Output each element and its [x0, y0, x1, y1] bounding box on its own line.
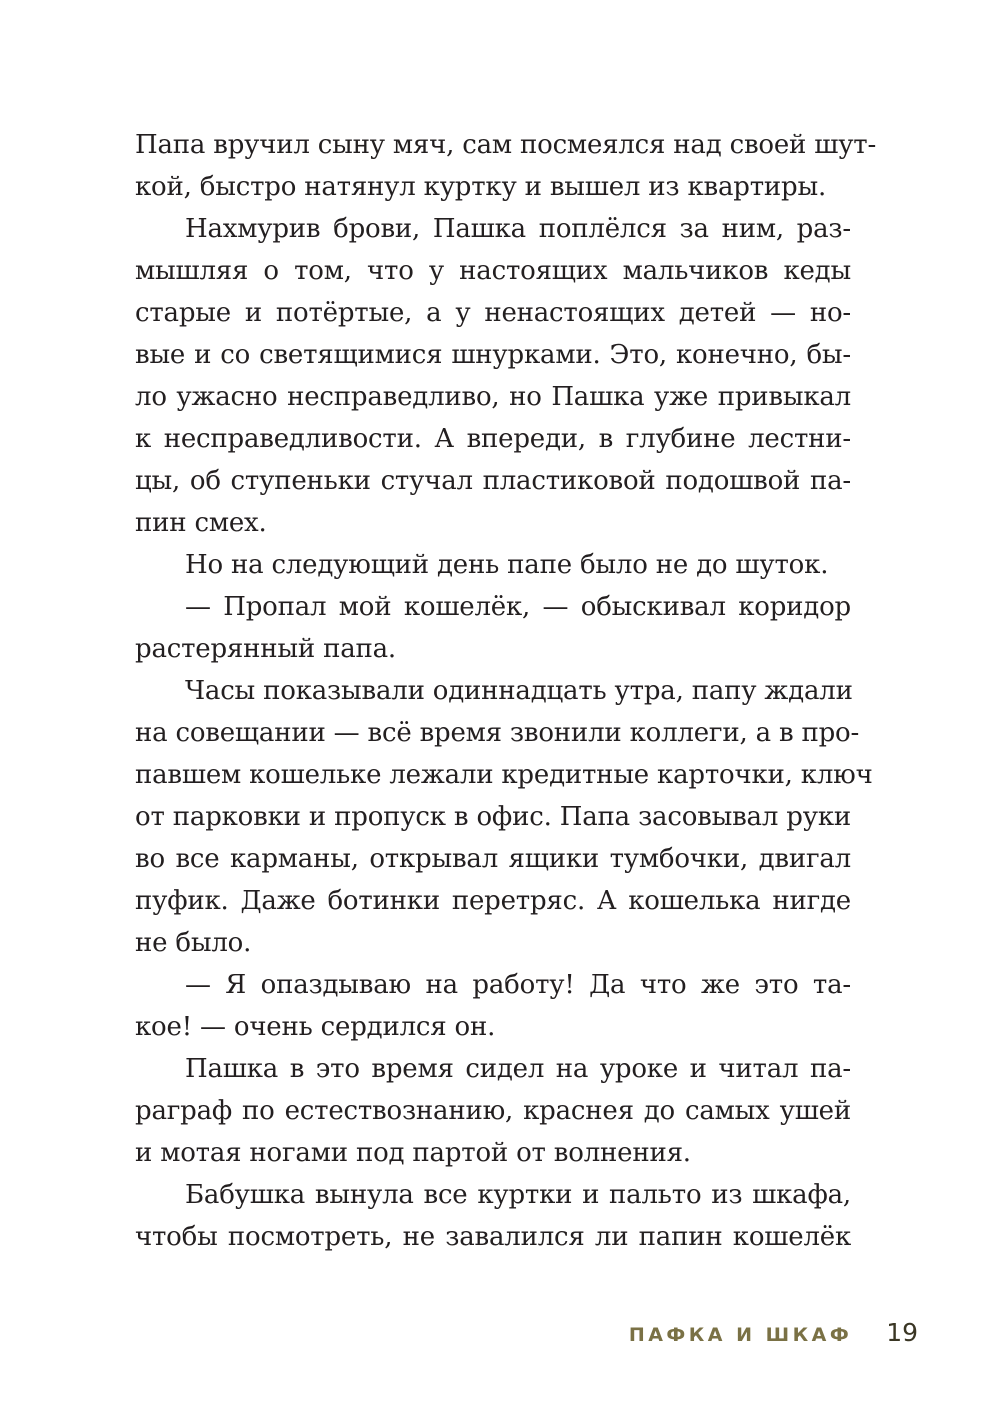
text-line: пин смех.	[135, 508, 267, 538]
text-line: к несправедливости. А впереди, в глубине лестни-	[135, 424, 851, 454]
text-line: кой, быстро натянул куртку и вышел из квартиры.	[135, 172, 827, 202]
text-line: Часы показывали одиннадцать утра, папу ждали	[185, 676, 853, 706]
text-line: павшем кошельке лежали кредитные карточки, ключ	[135, 760, 873, 790]
text-line: вые и со светящимися шнурками. Это, конечно, бы-	[135, 340, 851, 370]
text-line: Нахмурив брови, Пашка поплёлся за ним, раз-	[185, 214, 851, 244]
text-line: Папа вручил сыну мяч, сам посмеялся над своей шут-	[135, 130, 877, 160]
text-line: — Пропал мой кошелёк, — обыскивал коридор	[185, 592, 851, 622]
page-number: 19	[886, 1318, 918, 1347]
text-line: Бабушка вынула все куртки и пальто из шкафа,	[185, 1180, 851, 1210]
text-line: кое! — очень сердился он.	[135, 1012, 496, 1042]
body-text	[135, 124, 877, 1258]
text-line: цы, об ступеньки стучал пластиковой подошвой па-	[135, 466, 851, 496]
text-line: Пашка в это время сидел на уроке и читал па-	[185, 1054, 851, 1084]
paragraph	[135, 964, 851, 1048]
text-line: во все карманы, открывал ящики тумбочки, двигал	[135, 844, 851, 874]
text-line: на совещании — всё время звонили коллеги, а в про-	[135, 718, 860, 748]
paragraph	[135, 124, 877, 208]
text-line: ло ужасно несправедливо, но Пашка уже привыкал	[135, 382, 851, 412]
text-line: растерянный папа.	[135, 634, 396, 664]
paragraph	[135, 1174, 851, 1258]
text-line: старые и потёртые, а у ненастоящих детей — но-	[135, 298, 851, 328]
page-footer	[629, 1318, 918, 1347]
running-title: ПАФКА И ШКАФ	[628, 1324, 853, 1346]
paragraph	[135, 670, 873, 964]
text-line: не было.	[135, 928, 252, 958]
text-line: и мотая ногами под партой от волнения.	[135, 1138, 691, 1168]
text-line: мышляя о том, что у настоящих мальчиков кеды	[135, 256, 851, 286]
text-line: от парковки и пропуск в офис. Папа засовывал руки	[135, 802, 851, 832]
paragraph	[135, 1048, 851, 1174]
text-line: — Я опаздываю на работу! Да что же это та-	[185, 970, 851, 1000]
text-line: Но на следующий день папе было не до шуток.	[185, 550, 829, 580]
text-line: чтобы посмотреть, не завалился ли папин кошелёк	[135, 1222, 851, 1252]
paragraph	[135, 544, 851, 586]
text-line: раграф по естествознанию, краснея до самых ушей	[135, 1096, 851, 1126]
text-line: пуфик. Даже ботинки перетряс. А кошелька нигде	[135, 886, 851, 916]
paragraph	[135, 586, 851, 670]
paragraph	[135, 208, 851, 544]
